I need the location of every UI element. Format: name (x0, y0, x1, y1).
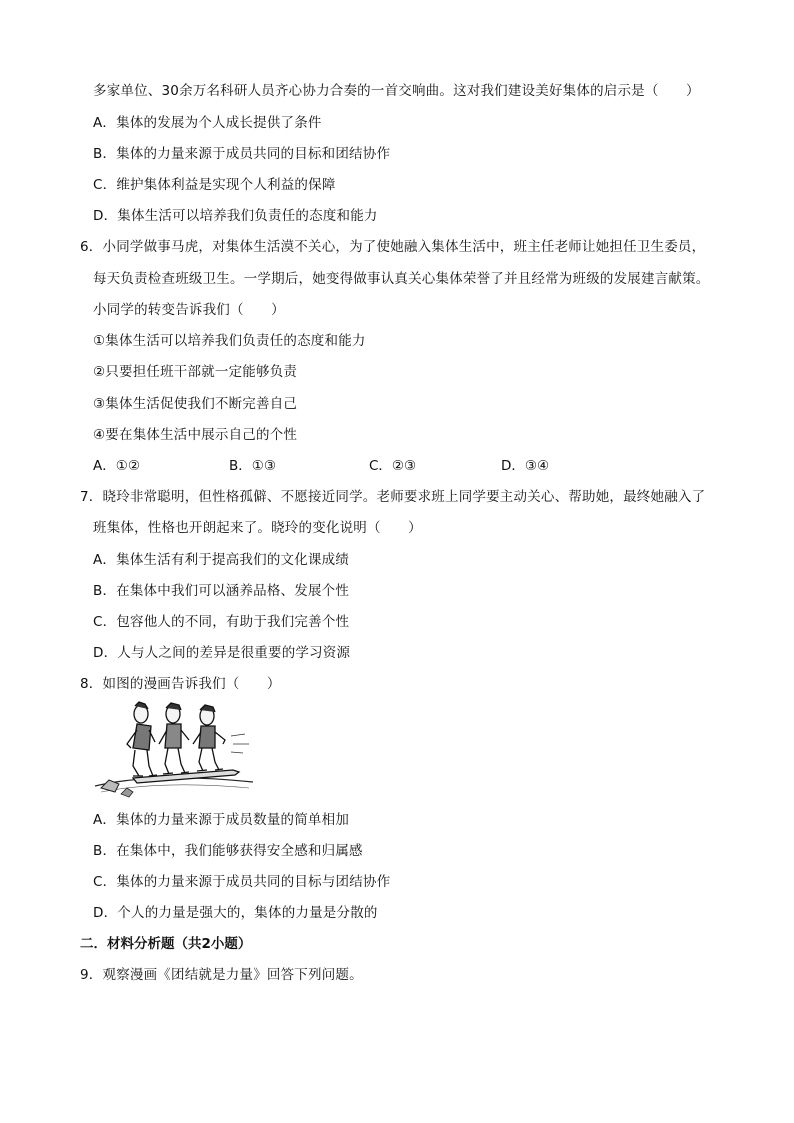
q8-stem: 8．如图的漫画告诉我们（ ） (80, 676, 281, 692)
q7-option-b: B．在集体中我们可以涵养品格、发展个性 (93, 583, 350, 599)
cartoon-three-men-skiing-image (93, 700, 255, 804)
q8-option-c: C．集体的力量来源于成员共同的目标与团结协作 (93, 874, 391, 890)
q6-statement-3: ③集体生活促使我们不断完善自己 (93, 396, 298, 412)
q8-option-a: A．集体的力量来源于成员数量的简单相加 (93, 812, 350, 828)
q5-option-c: C．维护集体利益是实现个人利益的保障 (93, 177, 336, 193)
q5-option-d: D．集体生活可以培养我们负责任的态度和能力 (93, 208, 378, 224)
q6-statement-2: ②只要担任班干部就一定能够负责 (93, 364, 298, 380)
q6-choices (93, 456, 613, 476)
q6-choice-c: C．②③ (369, 458, 417, 474)
section-2-title: 二．材料分析题（共2小题） (80, 936, 252, 952)
q7-option-a: A．集体生活有利于提高我们的文化课成绩 (93, 552, 350, 568)
q6-statement-1: ①集体生活可以培养我们负责任的态度和能力 (93, 333, 366, 349)
q6-stem-line-2: 每天负责检查班级卫生。一学期后，她变得做事认真关心集体荣誉了并且经常为班级的发展建言献策。 (93, 271, 710, 287)
q5-option-b: B．集体的力量来源于成员共同的目标和团结协作 (93, 146, 391, 162)
q7-option-c: C．包容他人的不同，有助于我们完善个性 (93, 614, 350, 630)
q8-option-b: B．在集体中，我们能够获得安全感和归属感 (93, 843, 363, 859)
q8-option-d: D．个人的力量是强大的，集体的力量是分散的 (93, 905, 378, 921)
q5-stem: 多家单位、30余万名科研人员齐心协力合奏的一首交响曲。这对我们建设美好集体的启示是（ ） (93, 83, 700, 99)
q6-stem-line-3: 小同学的转变告诉我们（ ） (93, 302, 285, 318)
q6-choice-d: D．③④ (501, 458, 550, 474)
q6-stem-line-1: 6．小同学做事马虎，对集体生活漠不关心，为了使她融入集体生活中，班主任老师让她担任卫生委员， (80, 239, 706, 255)
q7-option-d: D．人与人之间的差异是很重要的学习资源 (93, 645, 351, 661)
q9-stem: 9．观察漫画《团结就是力量》回答下列问题。 (80, 967, 363, 983)
q7-stem-line-1: 7．晓玲非常聪明，但性格孤僻、不愿接近同学。老师要求班上同学要主动关心、帮助她，最终她融入了 (80, 489, 706, 505)
q6-statement-4: ④要在集体生活中展示自己的个性 (93, 427, 298, 443)
q5-option-a: A．集体的发展为个人成长提供了条件 (93, 115, 322, 131)
q6-choice-b: B．①③ (229, 458, 276, 474)
q7-stem-line-2: 班集体，性格也开朗起来了。晓玲的变化说明（ ） (93, 520, 422, 536)
q6-choice-a: A．①② (93, 458, 140, 474)
